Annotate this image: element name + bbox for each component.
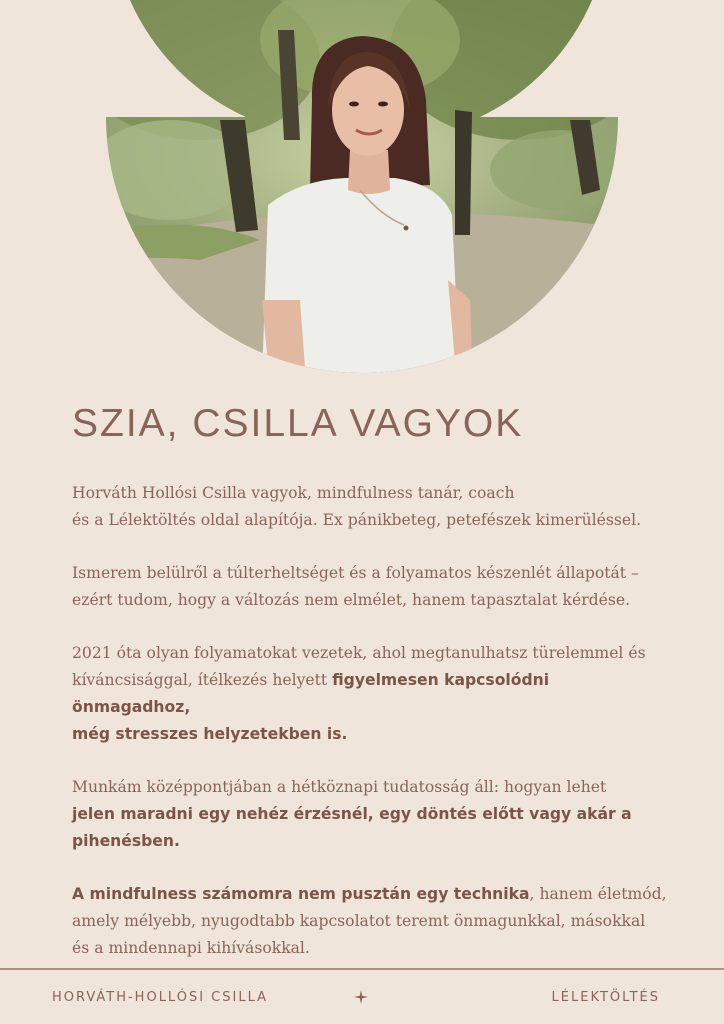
footer-brand-name: LÉLEKTÖLTÉS (551, 990, 660, 1005)
bold-text: pihenésben. (72, 832, 180, 850)
paragraph (72, 640, 672, 748)
page-title: SZIA, CSILLA VAGYOK (72, 402, 524, 445)
paragraph (72, 881, 672, 962)
paragraph (72, 480, 672, 534)
footer-author-name: HORVÁTH-HOLLÓSI CSILLA (52, 990, 269, 1005)
bold-text: A mindfulness számomra nem pusztán egy technika (72, 885, 530, 903)
footer (0, 970, 724, 1024)
portrait-photo (0, 0, 724, 380)
text-segment: kíváncsisággal, ítélkezés helyett (72, 671, 333, 689)
text-segment: és a mindennapi kihívásokkal. (72, 939, 310, 957)
text-segment: és a Lélektöltés oldal alapítója. Ex pánikbeteg, petefészek kimerüléssel. (72, 511, 642, 529)
text-segment: ezért tudom, hogy a változás nem elmélet, hanem tapasztalat kérdése. (72, 591, 631, 609)
text-segment: amely mélyebb, nyugodtabb kapcsolatot teremt önmagunkkal, másokkal (72, 912, 646, 930)
text-segment: , hanem életmód, (529, 885, 667, 903)
about-text (72, 480, 672, 988)
paragraph (72, 560, 672, 614)
text-segment: 2021 óta olyan folyamatokat vezetek, ahol megtanulhatsz türelemmel és (72, 644, 646, 662)
paragraph (72, 774, 672, 855)
bold-text: még stresszes helyzetekben is. (72, 725, 348, 743)
sparkle-star-icon (354, 990, 368, 1004)
text-segment: Horváth Hollósi Csilla vagyok, mindfulness tanár, coach (72, 484, 515, 502)
bold-text: figyelmesen kapcsolódni önmagadhoz, (72, 671, 550, 716)
bold-text: jelen maradni egy nehéz érzésnél, egy döntés előtt vagy akár a (72, 805, 632, 823)
text-segment: Ismerem belülről a túlterheltséget és a folyamatos készenlét állapotát – (72, 564, 639, 582)
text-segment: Munkám középpontjában a hétköznapi tudatosság áll: hogyan lehet (72, 778, 607, 796)
